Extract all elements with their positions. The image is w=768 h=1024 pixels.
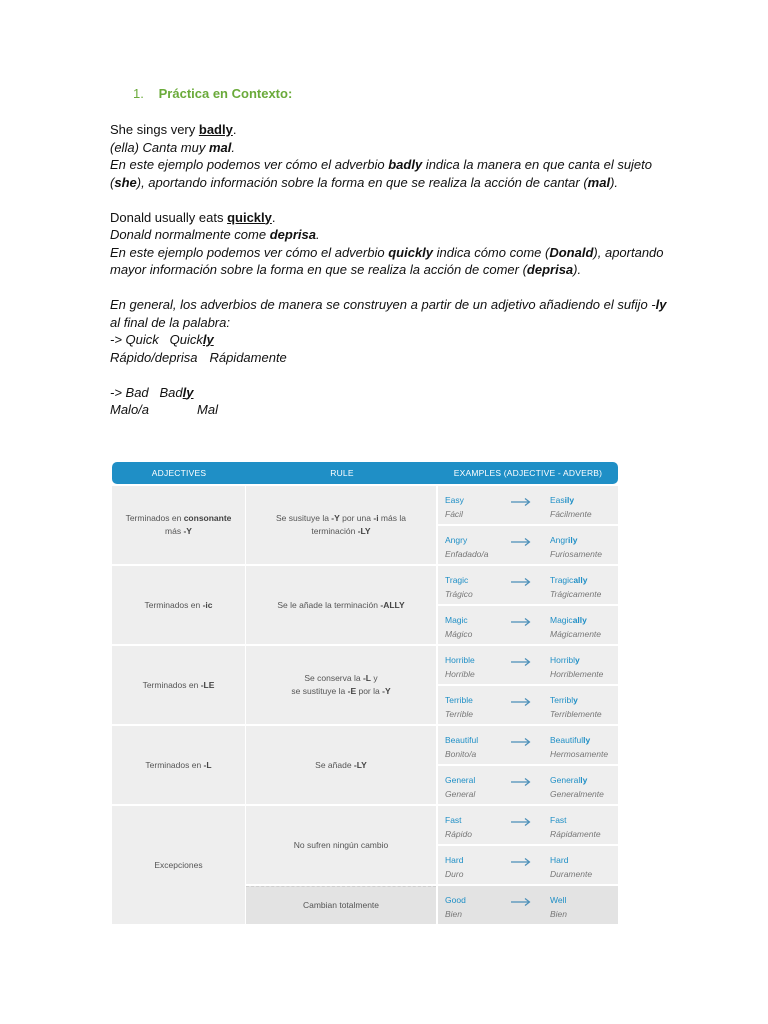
arrow-right-icon bbox=[510, 777, 532, 787]
example-adverb bbox=[550, 493, 592, 521]
bad-example bbox=[110, 384, 670, 402]
example-adverb bbox=[550, 853, 592, 881]
example-row bbox=[438, 886, 618, 926]
arrow-right-icon bbox=[510, 737, 532, 747]
adverb-stem: Tragic bbox=[550, 575, 574, 585]
document-body bbox=[110, 121, 670, 419]
text: (ella) Canta muy bbox=[110, 139, 209, 155]
keyword: deprisa bbox=[526, 262, 574, 277]
adverb-stem: Terribl bbox=[550, 695, 574, 705]
header-rule: RULE bbox=[330, 468, 354, 478]
adverb-english bbox=[550, 853, 592, 867]
adverb-stem: General bbox=[550, 775, 581, 785]
text: por una bbox=[339, 513, 374, 523]
arrow-right-icon bbox=[510, 497, 532, 507]
text: En general, los adverbios de manera se construyen a partir de un adjetivo añadiendo el sufijo - bbox=[110, 297, 656, 312]
text: y bbox=[370, 673, 378, 683]
text: Bad bbox=[159, 384, 183, 400]
adverb-spanish: Fácilmente bbox=[550, 509, 592, 519]
text: ), aportando mayor información sobre la forma en que se realiza la acción de comer ( bbox=[110, 244, 664, 277]
rule-cell bbox=[246, 486, 436, 566]
keyword: -Y bbox=[331, 513, 340, 523]
keyword: -LE bbox=[200, 679, 215, 690]
adverb-suffix: y bbox=[573, 695, 578, 705]
example-adjective bbox=[445, 573, 473, 601]
example1-explanation bbox=[110, 156, 670, 191]
text: Terminados en bbox=[125, 513, 184, 523]
text: Terminados en bbox=[142, 679, 201, 690]
adverb-stem: Magic bbox=[550, 615, 573, 625]
text: terminación bbox=[311, 526, 358, 536]
adjective-spanish: Duro bbox=[445, 869, 464, 879]
adjective-english: Beautiful bbox=[445, 735, 479, 745]
text: Se susituye la bbox=[276, 513, 332, 523]
keyword: -ic bbox=[202, 599, 213, 610]
adjectives-column bbox=[112, 486, 245, 926]
example2-explanation bbox=[110, 244, 670, 279]
text: Mal bbox=[197, 402, 218, 417]
adverb-english bbox=[550, 693, 602, 707]
keyword: consonante bbox=[183, 513, 232, 523]
general-rule bbox=[110, 296, 670, 331]
adverb-stem: Eas bbox=[550, 495, 565, 505]
keyword: quickly bbox=[388, 244, 434, 260]
adverb-english bbox=[550, 773, 604, 787]
text: ), aportando información sobre la forma en que se realiza la acción de cantar ( bbox=[136, 174, 588, 190]
arrow-right-icon bbox=[510, 617, 532, 627]
adjective-english: Magic bbox=[445, 615, 468, 625]
adverb-spanish: Bien bbox=[550, 909, 568, 919]
text: Donald normalmente come bbox=[110, 227, 270, 242]
rule-cell bbox=[246, 806, 436, 886]
adverb-english bbox=[550, 733, 608, 747]
text: Malo/a bbox=[110, 402, 150, 417]
quick-translation bbox=[110, 349, 670, 367]
text: . bbox=[232, 122, 237, 137]
adverb-english bbox=[550, 573, 601, 587]
example-adjective bbox=[445, 853, 463, 881]
keyword: -E bbox=[347, 686, 357, 696]
example-adverb bbox=[550, 613, 601, 641]
adverb-stem: Beautiful bbox=[550, 735, 584, 745]
adverb-spanish: Trágicamente bbox=[550, 589, 602, 599]
adverb-spanish: Rápidamente bbox=[550, 829, 601, 839]
keyword: -Y bbox=[183, 526, 192, 536]
adjective-english: Tragic bbox=[445, 575, 469, 585]
adjective-spanish: Mágico bbox=[445, 629, 473, 639]
adverb-suffix: ally bbox=[573, 575, 588, 585]
example-row bbox=[438, 846, 618, 886]
adverb-suffix: y bbox=[575, 655, 580, 665]
adjective-english: Angry bbox=[445, 535, 468, 545]
text: indica cómo come ( bbox=[433, 244, 550, 260]
adjective-spanish: Bien bbox=[445, 909, 463, 919]
adjective-english: Horrible bbox=[445, 655, 475, 665]
example-adverb bbox=[550, 573, 601, 601]
adjective-spanish: Bonito/a bbox=[445, 749, 477, 759]
keyword: Donald bbox=[549, 244, 594, 260]
example-adjective bbox=[445, 533, 488, 561]
text: No sufren ningún cambio bbox=[293, 839, 389, 850]
keyword: -L bbox=[362, 673, 371, 683]
arrow-right-icon bbox=[510, 657, 532, 667]
text: . bbox=[231, 139, 236, 155]
adverb-spanish: Hermosamente bbox=[550, 749, 609, 759]
table-body bbox=[112, 486, 618, 926]
adverb-stem: Well bbox=[550, 895, 567, 905]
text: -> Bad bbox=[110, 384, 149, 400]
adverb-english bbox=[550, 813, 601, 827]
example-adverb bbox=[550, 813, 601, 841]
keyword: ly bbox=[655, 297, 667, 312]
adjective-spanish: Enfadado/a bbox=[445, 549, 489, 559]
example-row bbox=[438, 726, 618, 766]
adjective-english: Hard bbox=[445, 855, 464, 865]
example-row bbox=[438, 606, 618, 646]
adverb-suffix: ly bbox=[580, 775, 588, 785]
text: se sustituye la bbox=[291, 686, 348, 696]
adverb-spanish: Generalmente bbox=[550, 789, 604, 799]
example-adverb bbox=[550, 533, 602, 561]
rule-cell bbox=[246, 886, 436, 926]
text: por la bbox=[356, 686, 383, 696]
adverb-spanish: Furiosamente bbox=[550, 549, 602, 559]
example-adverb bbox=[550, 693, 602, 721]
adverb-english bbox=[550, 493, 592, 507]
text: . bbox=[315, 227, 320, 242]
text: Terminados en bbox=[144, 599, 203, 610]
example-row bbox=[438, 526, 618, 566]
adjective-english: Terrible bbox=[445, 695, 473, 705]
arrow-right-icon bbox=[510, 817, 532, 827]
example-adjective bbox=[445, 693, 473, 721]
example2-spanish bbox=[110, 226, 670, 244]
adverb-stem: Angr bbox=[550, 535, 568, 545]
text: She sings very bbox=[110, 122, 199, 137]
example-row bbox=[438, 566, 618, 606]
adverb-suffix: ily bbox=[564, 495, 575, 505]
adjective-cell bbox=[112, 806, 245, 926]
example-adjective bbox=[445, 653, 475, 681]
text: Excepciones bbox=[154, 859, 203, 870]
rule-cell bbox=[246, 646, 436, 726]
text: Se añade bbox=[315, 759, 354, 770]
adjective-english: Easy bbox=[445, 495, 464, 505]
adjective-cell bbox=[112, 646, 245, 726]
adverb-suffix: ly bbox=[583, 735, 591, 745]
keyword: -ALLY bbox=[380, 599, 405, 610]
rule-cell bbox=[246, 566, 436, 646]
example-adverb bbox=[550, 893, 567, 921]
example-row bbox=[438, 806, 618, 846]
text: más bbox=[165, 526, 184, 536]
keyword: -L bbox=[203, 759, 212, 770]
text: Se le añade la terminación bbox=[277, 599, 381, 610]
arrow-right-icon bbox=[510, 577, 532, 587]
text: Quick bbox=[169, 332, 203, 347]
adverb-english bbox=[550, 893, 567, 907]
adjective-spanish: Terrible bbox=[445, 709, 474, 719]
header-adjectives: ADJECTIVES bbox=[151, 468, 207, 478]
keyword: ly bbox=[182, 384, 194, 400]
rules-column bbox=[246, 486, 436, 926]
adverb-suffix: ally bbox=[572, 615, 587, 625]
text: Se conserva la bbox=[304, 673, 363, 683]
examples-column bbox=[438, 486, 618, 926]
arrow-right-icon bbox=[510, 897, 532, 907]
example-adverb bbox=[550, 773, 604, 801]
adverb-stem: Horribl bbox=[550, 655, 576, 665]
adjective-spanish: General bbox=[445, 789, 476, 799]
keyword: badly bbox=[198, 122, 233, 137]
example-adjective bbox=[445, 893, 466, 921]
example-row bbox=[438, 766, 618, 806]
example-row bbox=[438, 686, 618, 726]
text: al final de la palabra: bbox=[110, 314, 230, 330]
text: más la bbox=[378, 513, 406, 523]
example2-english bbox=[110, 209, 670, 227]
adjective-english: Fast bbox=[445, 815, 462, 825]
adjective-cell bbox=[112, 566, 245, 646]
adverb-english bbox=[550, 533, 602, 547]
example-adjective bbox=[445, 733, 478, 761]
adverb-english bbox=[550, 653, 603, 667]
keyword: badly bbox=[388, 157, 423, 172]
keyword: mal bbox=[208, 139, 232, 155]
example-adjective bbox=[445, 613, 472, 641]
section-heading bbox=[133, 86, 292, 101]
adjective-english: General bbox=[445, 775, 476, 785]
example-row bbox=[438, 646, 618, 686]
quick-example bbox=[110, 331, 670, 349]
example-adjective bbox=[445, 493, 464, 521]
adverb-spanish: Duramente bbox=[550, 869, 593, 879]
adjective-cell bbox=[112, 726, 245, 806]
adverb-stem: Fast bbox=[550, 815, 567, 825]
keyword: -i bbox=[373, 513, 379, 523]
rule-cell bbox=[246, 726, 436, 806]
text: -> Quick bbox=[110, 332, 159, 347]
adverb-english bbox=[550, 613, 601, 627]
adjective-spanish: Horrible bbox=[445, 669, 475, 679]
adverb-spanish: Horriblemente bbox=[550, 669, 604, 679]
arrow-right-icon bbox=[510, 857, 532, 867]
adjective-cell bbox=[112, 486, 245, 566]
example-adjective bbox=[445, 813, 472, 841]
adjective-spanish: Trágico bbox=[445, 589, 473, 599]
adjective-english: Good bbox=[445, 895, 466, 905]
example-adjective bbox=[445, 773, 475, 801]
text: En este ejemplo podemos ver cómo el adverbio bbox=[110, 244, 389, 260]
section-title: Práctica en Contexto: bbox=[158, 86, 293, 101]
header-examples: EXAMPLES (ADJECTIVE - ADVERB) bbox=[453, 468, 603, 478]
text: ). bbox=[573, 262, 582, 277]
example-adverb bbox=[550, 653, 603, 681]
arrow-right-icon bbox=[510, 697, 532, 707]
bad-translation bbox=[110, 401, 670, 419]
adverb-spanish: Mágicamente bbox=[550, 629, 602, 639]
adverb-stem: Hard bbox=[550, 855, 569, 865]
keyword: she bbox=[114, 174, 137, 190]
arrow-right-icon bbox=[510, 537, 532, 547]
adverb-suffix: ily bbox=[567, 535, 578, 545]
adverb-spanish: Terriblemente bbox=[550, 709, 602, 719]
text: Rápidamente bbox=[209, 349, 287, 365]
table-header bbox=[112, 462, 618, 484]
section-number: 1. bbox=[133, 86, 144, 101]
text: Cambian totalmente bbox=[302, 900, 380, 910]
keyword: -LY bbox=[357, 526, 371, 536]
example1-spanish bbox=[110, 139, 670, 157]
keyword: quickly bbox=[227, 209, 272, 225]
text: ). bbox=[610, 174, 619, 190]
example1-english bbox=[110, 121, 670, 139]
keyword: -LY bbox=[353, 759, 367, 770]
keyword: ly bbox=[202, 332, 214, 347]
text: indica la manera en que canta el sujeto ( bbox=[110, 157, 653, 190]
example-row bbox=[438, 486, 618, 526]
adjective-spanish: Rápido bbox=[445, 829, 472, 839]
text: En este ejemplo podemos ver cómo el adverbio bbox=[110, 157, 389, 172]
text: Donald usually eats bbox=[110, 209, 228, 225]
keyword: deprisa bbox=[269, 227, 316, 242]
text: . bbox=[271, 209, 276, 225]
text: Terminados en bbox=[145, 759, 204, 770]
adjective-spanish: Fácil bbox=[445, 509, 463, 519]
example-adverb bbox=[550, 733, 608, 761]
keyword: -Y bbox=[382, 686, 391, 696]
keyword: mal bbox=[587, 174, 611, 190]
adverb-rules-table bbox=[112, 462, 618, 926]
text: Rápido/deprisa bbox=[110, 349, 198, 365]
